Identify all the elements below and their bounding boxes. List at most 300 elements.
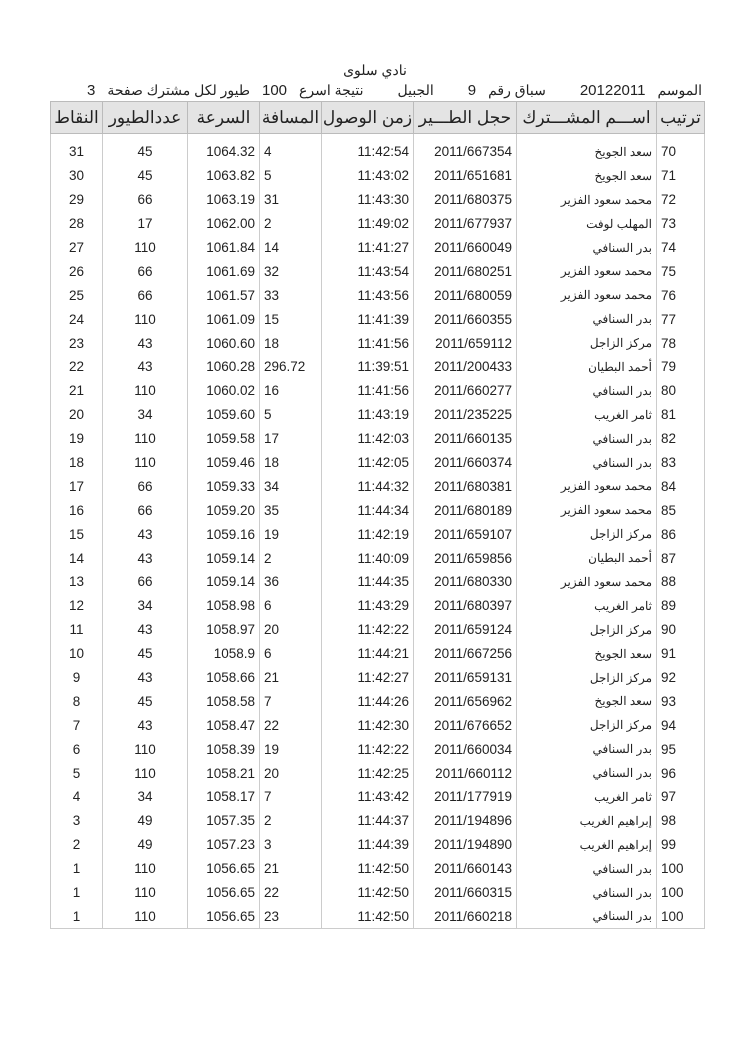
speed-cell: 1059.20 <box>188 498 260 522</box>
distance-cell: 32 <box>260 259 322 283</box>
table-row <box>51 403 705 427</box>
distance-cell: 22 <box>260 881 322 905</box>
distance-cell: 4 <box>260 134 322 164</box>
rank-cell: 78 <box>657 331 705 355</box>
birds-count-cell: 43 <box>103 355 188 379</box>
points-cell: 22 <box>51 355 103 379</box>
table-row <box>51 833 705 857</box>
rank-cell: 77 <box>657 307 705 331</box>
ring-cell: 2011/660135 <box>414 427 517 451</box>
distance-cell: 21 <box>260 857 322 881</box>
birds-count-cell: 66 <box>103 498 188 522</box>
points-cell: 1 <box>51 881 103 905</box>
birds-count-cell: 45 <box>103 164 188 188</box>
rank-cell: 84 <box>657 474 705 498</box>
points-cell: 29 <box>51 188 103 212</box>
ring-cell: 2011/680381 <box>414 474 517 498</box>
location: الجبيل <box>397 82 434 98</box>
birds-count-cell: 17 <box>103 212 188 236</box>
ring-cell: 2011/651681 <box>414 164 517 188</box>
name-cell: محمد سعود الفزير <box>517 283 657 307</box>
points-cell: 19 <box>51 427 103 451</box>
table-row <box>51 498 705 522</box>
table-row <box>51 259 705 283</box>
rank-cell: 95 <box>657 737 705 761</box>
distance-cell: 16 <box>260 379 322 403</box>
name-cell: مركز الزاجل <box>517 331 657 355</box>
name-cell: ثامر الغريب <box>517 785 657 809</box>
arrival-time-cell: 11:42:25 <box>322 761 414 785</box>
speed-cell: 1058.97 <box>188 618 260 642</box>
ring-cell: 2011/660034 <box>414 737 517 761</box>
arrival-time-cell: 11:43:29 <box>322 594 414 618</box>
table-row <box>51 857 705 881</box>
rank-cell: 96 <box>657 761 705 785</box>
speed-cell: 1061.84 <box>188 236 260 260</box>
rank-cell: 89 <box>657 594 705 618</box>
name-cell: سعد الجويخ <box>517 164 657 188</box>
points-cell: 7 <box>51 713 103 737</box>
arrival-time-cell: 11:39:51 <box>322 355 414 379</box>
points-cell: 9 <box>51 666 103 690</box>
distance-cell: 33 <box>260 283 322 307</box>
points-cell: 5 <box>51 761 103 785</box>
ring-cell: 2011/660355 <box>414 307 517 331</box>
arrival-time-cell: 11:44:35 <box>322 570 414 594</box>
arrival-time-cell: 11:42:50 <box>322 905 414 929</box>
name-cell: إبراهيم الغريب <box>517 833 657 857</box>
arrival-time-cell: 11:44:34 <box>322 498 414 522</box>
birds-count-cell: 110 <box>103 737 188 761</box>
name-cell: سعد الجويخ <box>517 689 657 713</box>
arrival-time-cell: 11:42:22 <box>322 618 414 642</box>
name-cell: محمد سعود الفزير <box>517 474 657 498</box>
name-cell: محمد سعود الفزير <box>517 188 657 212</box>
arrival-time-cell: 11:40:09 <box>322 546 414 570</box>
col-ring: حجل الطـــير <box>414 102 517 134</box>
name-cell: مركز الزاجل <box>517 618 657 642</box>
points-cell: 26 <box>51 259 103 283</box>
rank-cell: 100 <box>657 905 705 929</box>
birds-count-cell: 43 <box>103 666 188 690</box>
name-cell: بدر السنافي <box>517 881 657 905</box>
speed-cell: 1063.19 <box>188 188 260 212</box>
distance-cell: 2 <box>260 212 322 236</box>
arrival-time-cell: 11:44:32 <box>322 474 414 498</box>
arrival-time-cell: 11:42:19 <box>322 522 414 546</box>
rank-cell: 90 <box>657 618 705 642</box>
ring-cell: 2011/660143 <box>414 857 517 881</box>
points-cell: 16 <box>51 498 103 522</box>
distance-cell: 35 <box>260 498 322 522</box>
arrival-time-cell: 11:43:02 <box>322 164 414 188</box>
birds-count-cell: 43 <box>103 331 188 355</box>
points-cell: 2 <box>51 833 103 857</box>
speed-cell: 1058.9 <box>188 642 260 666</box>
speed-cell: 1061.09 <box>188 307 260 331</box>
table-row <box>51 642 705 666</box>
name-cell: ثامر الغريب <box>517 403 657 427</box>
rank-cell: 93 <box>657 689 705 713</box>
arrival-time-cell: 11:44:37 <box>322 809 414 833</box>
points-cell: 10 <box>51 642 103 666</box>
arrival-time-cell: 11:43:19 <box>322 403 414 427</box>
rank-cell: 88 <box>657 570 705 594</box>
points-cell: 18 <box>51 451 103 475</box>
distance-cell: 296.72 <box>260 355 322 379</box>
birds-count-cell: 110 <box>103 451 188 475</box>
name-cell: محمد سعود الفزير <box>517 498 657 522</box>
distance-cell: 20 <box>260 761 322 785</box>
result-value: 100 <box>261 82 288 99</box>
speed-cell: 1056.65 <box>188 857 260 881</box>
arrival-time-cell: 11:43:42 <box>322 785 414 809</box>
points-cell: 27 <box>51 236 103 260</box>
name-cell: بدر السنافي <box>517 761 657 785</box>
col-rank: ترتيب <box>657 102 705 134</box>
speed-cell: 1056.65 <box>188 881 260 905</box>
points-cell: 23 <box>51 331 103 355</box>
arrival-time-cell: 11:41:27 <box>322 236 414 260</box>
name-cell: بدر السنافي <box>517 236 657 260</box>
speed-cell: 1060.60 <box>188 331 260 355</box>
speed-cell: 1058.21 <box>188 761 260 785</box>
page-value: 3 <box>87 82 96 99</box>
distance-cell: 36 <box>260 570 322 594</box>
distance-cell: 2 <box>260 809 322 833</box>
distance-cell: 3 <box>260 833 322 857</box>
table-row <box>51 785 705 809</box>
birds-count-cell: 43 <box>103 546 188 570</box>
points-cell: 17 <box>51 474 103 498</box>
speed-cell: 1059.33 <box>188 474 260 498</box>
col-points: النقاط <box>51 102 103 134</box>
arrival-time-cell: 11:42:03 <box>322 427 414 451</box>
ring-cell: 2011/680375 <box>414 188 517 212</box>
per-member-label: طيور لكل مشترك صفحة <box>107 82 250 98</box>
points-cell: 14 <box>51 546 103 570</box>
table-row <box>51 761 705 785</box>
table-row <box>51 379 705 403</box>
rank-cell: 100 <box>657 857 705 881</box>
table-row <box>51 905 705 929</box>
birds-count-cell: 49 <box>103 809 188 833</box>
distance-cell: 23 <box>260 905 322 929</box>
arrival-time-cell: 11:41:56 <box>322 331 414 355</box>
birds-count-cell: 110 <box>103 236 188 260</box>
rank-cell: 83 <box>657 451 705 475</box>
ring-cell: 2011/659112 <box>414 331 517 355</box>
speed-cell: 1056.65 <box>188 905 260 929</box>
ring-cell: 2011/676652 <box>414 713 517 737</box>
table-row <box>51 570 705 594</box>
birds-count-cell: 43 <box>103 618 188 642</box>
name-cell: إبراهيم الغريب <box>517 809 657 833</box>
name-cell: مركز الزاجل <box>517 666 657 690</box>
table-row <box>51 618 705 642</box>
ring-cell: 2011/194896 <box>414 809 517 833</box>
name-cell: بدر السنافي <box>517 451 657 475</box>
rank-cell: 100 <box>657 881 705 905</box>
speed-cell: 1059.14 <box>188 546 260 570</box>
name-cell: سعد الجويخ <box>517 134 657 164</box>
birds-count-cell: 110 <box>103 427 188 451</box>
distance-cell: 7 <box>260 785 322 809</box>
birds-count-cell: 34 <box>103 594 188 618</box>
points-cell: 21 <box>51 379 103 403</box>
points-cell: 8 <box>51 689 103 713</box>
distance-cell: 17 <box>260 427 322 451</box>
birds-count-cell: 66 <box>103 188 188 212</box>
table-row <box>51 522 705 546</box>
ring-cell: 2011/200433 <box>414 355 517 379</box>
birds-count-cell: 110 <box>103 905 188 929</box>
table-row <box>51 546 705 570</box>
rank-cell: 98 <box>657 809 705 833</box>
col-speed: السرعة <box>188 102 260 134</box>
arrival-time-cell: 11:42:30 <box>322 713 414 737</box>
arrival-time-cell: 11:42:50 <box>322 881 414 905</box>
birds-count-cell: 45 <box>103 134 188 164</box>
table-row <box>51 737 705 761</box>
birds-count-cell: 66 <box>103 283 188 307</box>
speed-cell: 1058.98 <box>188 594 260 618</box>
distance-cell: 5 <box>260 164 322 188</box>
arrival-time-cell: 11:49:02 <box>322 212 414 236</box>
arrival-time-cell: 11:41:56 <box>322 379 414 403</box>
birds-count-cell: 45 <box>103 689 188 713</box>
name-cell: المهلب لوفت <box>517 212 657 236</box>
arrival-time-cell: 11:42:50 <box>322 857 414 881</box>
distance-cell: 18 <box>260 331 322 355</box>
table-row <box>51 212 705 236</box>
rank-cell: 70 <box>657 134 705 164</box>
table-row <box>51 307 705 331</box>
col-name: اســـم المشـــترك <box>517 102 657 134</box>
table-header <box>51 102 705 134</box>
results-table <box>50 101 705 929</box>
rank-cell: 73 <box>657 212 705 236</box>
speed-cell: 1058.66 <box>188 666 260 690</box>
name-cell: محمد سعود الفزير <box>517 570 657 594</box>
points-cell: 1 <box>51 857 103 881</box>
birds-count-cell: 66 <box>103 474 188 498</box>
birds-count-cell: 34 <box>103 403 188 427</box>
points-cell: 6 <box>51 737 103 761</box>
speed-cell: 1057.23 <box>188 833 260 857</box>
points-cell: 30 <box>51 164 103 188</box>
ring-cell: 2011/659124 <box>414 618 517 642</box>
rank-cell: 71 <box>657 164 705 188</box>
name-cell: سعد الجويخ <box>517 642 657 666</box>
birds-count-cell: 110 <box>103 761 188 785</box>
rank-cell: 81 <box>657 403 705 427</box>
table-row <box>51 331 705 355</box>
distance-cell: 19 <box>260 522 322 546</box>
birds-count-cell: 110 <box>103 379 188 403</box>
ring-cell: 2011/659856 <box>414 546 517 570</box>
ring-cell: 2011/194890 <box>414 833 517 857</box>
distance-cell: 5 <box>260 403 322 427</box>
speed-cell: 1058.58 <box>188 689 260 713</box>
ring-cell: 2011/660049 <box>414 236 517 260</box>
speed-cell: 1059.14 <box>188 570 260 594</box>
col-distance: المسافة <box>260 102 322 134</box>
race-label: سباق رقم <box>488 82 546 98</box>
table-row <box>51 427 705 451</box>
ring-cell: 2011/667256 <box>414 642 517 666</box>
rank-cell: 94 <box>657 713 705 737</box>
distance-cell: 6 <box>260 642 322 666</box>
speed-cell: 1059.58 <box>188 427 260 451</box>
speed-cell: 1058.17 <box>188 785 260 809</box>
arrival-time-cell: 11:44:39 <box>322 833 414 857</box>
points-cell: 11 <box>51 618 103 642</box>
season-label: الموسم <box>657 82 702 98</box>
distance-cell: 18 <box>260 451 322 475</box>
distance-cell: 14 <box>260 236 322 260</box>
ring-cell: 2011/667354 <box>414 134 517 164</box>
points-cell: 12 <box>51 594 103 618</box>
table-row <box>51 666 705 690</box>
distance-cell: 22 <box>260 713 322 737</box>
ring-cell: 2011/660315 <box>414 881 517 905</box>
rank-cell: 76 <box>657 283 705 307</box>
points-cell: 1 <box>51 905 103 929</box>
birds-count-cell: 110 <box>103 857 188 881</box>
arrival-time-cell: 11:44:26 <box>322 689 414 713</box>
name-cell: أحمد البطيان <box>517 355 657 379</box>
points-cell: 15 <box>51 522 103 546</box>
arrival-time-cell: 11:42:54 <box>322 134 414 164</box>
points-cell: 31 <box>51 134 103 164</box>
birds-count-cell: 45 <box>103 642 188 666</box>
name-cell: محمد سعود الفزير <box>517 259 657 283</box>
rank-cell: 79 <box>657 355 705 379</box>
speed-cell: 1061.69 <box>188 259 260 283</box>
table-row <box>51 689 705 713</box>
result-label: نتيجة اسرع <box>299 82 364 98</box>
speed-cell: 1061.57 <box>188 283 260 307</box>
table-row <box>51 134 705 164</box>
rank-cell: 82 <box>657 427 705 451</box>
rank-cell: 91 <box>657 642 705 666</box>
name-cell: بدر السنافي <box>517 427 657 451</box>
points-cell: 28 <box>51 212 103 236</box>
distance-cell: 20 <box>260 618 322 642</box>
rank-cell: 99 <box>657 833 705 857</box>
distance-cell: 6 <box>260 594 322 618</box>
distance-cell: 15 <box>260 307 322 331</box>
ring-cell: 2011/680397 <box>414 594 517 618</box>
rank-cell: 74 <box>657 236 705 260</box>
arrival-time-cell: 11:44:21 <box>322 642 414 666</box>
name-cell: بدر السنافي <box>517 905 657 929</box>
club-name: نادي سلوى <box>343 62 407 78</box>
speed-cell: 1063.82 <box>188 164 260 188</box>
rank-cell: 97 <box>657 785 705 809</box>
speed-cell: 1060.02 <box>188 379 260 403</box>
arrival-time-cell: 11:41:39 <box>322 307 414 331</box>
ring-cell: 2011/680189 <box>414 498 517 522</box>
points-cell: 24 <box>51 307 103 331</box>
ring-cell: 2011/659107 <box>414 522 517 546</box>
speed-cell: 1059.46 <box>188 451 260 475</box>
birds-count-cell: 66 <box>103 259 188 283</box>
table-row <box>51 451 705 475</box>
birds-count-cell: 34 <box>103 785 188 809</box>
distance-cell: 2 <box>260 546 322 570</box>
birds-count-cell: 110 <box>103 307 188 331</box>
name-cell: بدر السنافي <box>517 307 657 331</box>
name-cell: بدر السنافي <box>517 379 657 403</box>
rank-cell: 86 <box>657 522 705 546</box>
arrival-time-cell: 11:43:30 <box>322 188 414 212</box>
rank-cell: 75 <box>657 259 705 283</box>
arrival-time-cell: 11:42:05 <box>322 451 414 475</box>
distance-cell: 19 <box>260 737 322 761</box>
rank-cell: 92 <box>657 666 705 690</box>
points-cell: 13 <box>51 570 103 594</box>
distance-cell: 7 <box>260 689 322 713</box>
season-value: 20122011 <box>579 82 646 99</box>
rank-cell: 85 <box>657 498 705 522</box>
speed-cell: 1058.47 <box>188 713 260 737</box>
ring-cell: 2011/660112 <box>414 761 517 785</box>
ring-cell: 2011/660374 <box>414 451 517 475</box>
ring-cell: 2011/680251 <box>414 259 517 283</box>
rank-cell: 80 <box>657 379 705 403</box>
speed-cell: 1064.32 <box>188 134 260 164</box>
birds-count-cell: 66 <box>103 570 188 594</box>
name-cell: مركز الزاجل <box>517 713 657 737</box>
ring-cell: 2011/680330 <box>414 570 517 594</box>
name-cell: مركز الزاجل <box>517 522 657 546</box>
speed-cell: 1057.35 <box>188 809 260 833</box>
birds-count-cell: 43 <box>103 522 188 546</box>
speed-cell: 1060.28 <box>188 355 260 379</box>
points-cell: 20 <box>51 403 103 427</box>
birds-count-cell: 49 <box>103 833 188 857</box>
points-cell: 3 <box>51 809 103 833</box>
race-value: 9 <box>467 82 477 99</box>
distance-cell: 31 <box>260 188 322 212</box>
ring-cell: 2011/656962 <box>414 689 517 713</box>
ring-cell: 2011/680059 <box>414 283 517 307</box>
table-row <box>51 881 705 905</box>
table-row <box>51 236 705 260</box>
table-row <box>51 474 705 498</box>
table-row <box>51 164 705 188</box>
ring-cell: 2011/660277 <box>414 379 517 403</box>
col-time: زمن الوصول <box>322 102 414 134</box>
col-birds: عددالطيور <box>103 102 188 134</box>
ring-cell: 2011/235225 <box>414 403 517 427</box>
distance-cell: 34 <box>260 474 322 498</box>
ring-cell: 2011/660218 <box>414 905 517 929</box>
table-row <box>51 713 705 737</box>
ring-cell: 2011/659131 <box>414 666 517 690</box>
table-row <box>51 283 705 307</box>
points-cell: 25 <box>51 283 103 307</box>
speed-cell: 1059.60 <box>188 403 260 427</box>
speed-cell: 1058.39 <box>188 737 260 761</box>
arrival-time-cell: 11:43:56 <box>322 283 414 307</box>
name-cell: بدر السنافي <box>517 737 657 761</box>
speed-cell: 1062.00 <box>188 212 260 236</box>
name-cell: أحمد البطيان <box>517 546 657 570</box>
speed-cell: 1059.16 <box>188 522 260 546</box>
